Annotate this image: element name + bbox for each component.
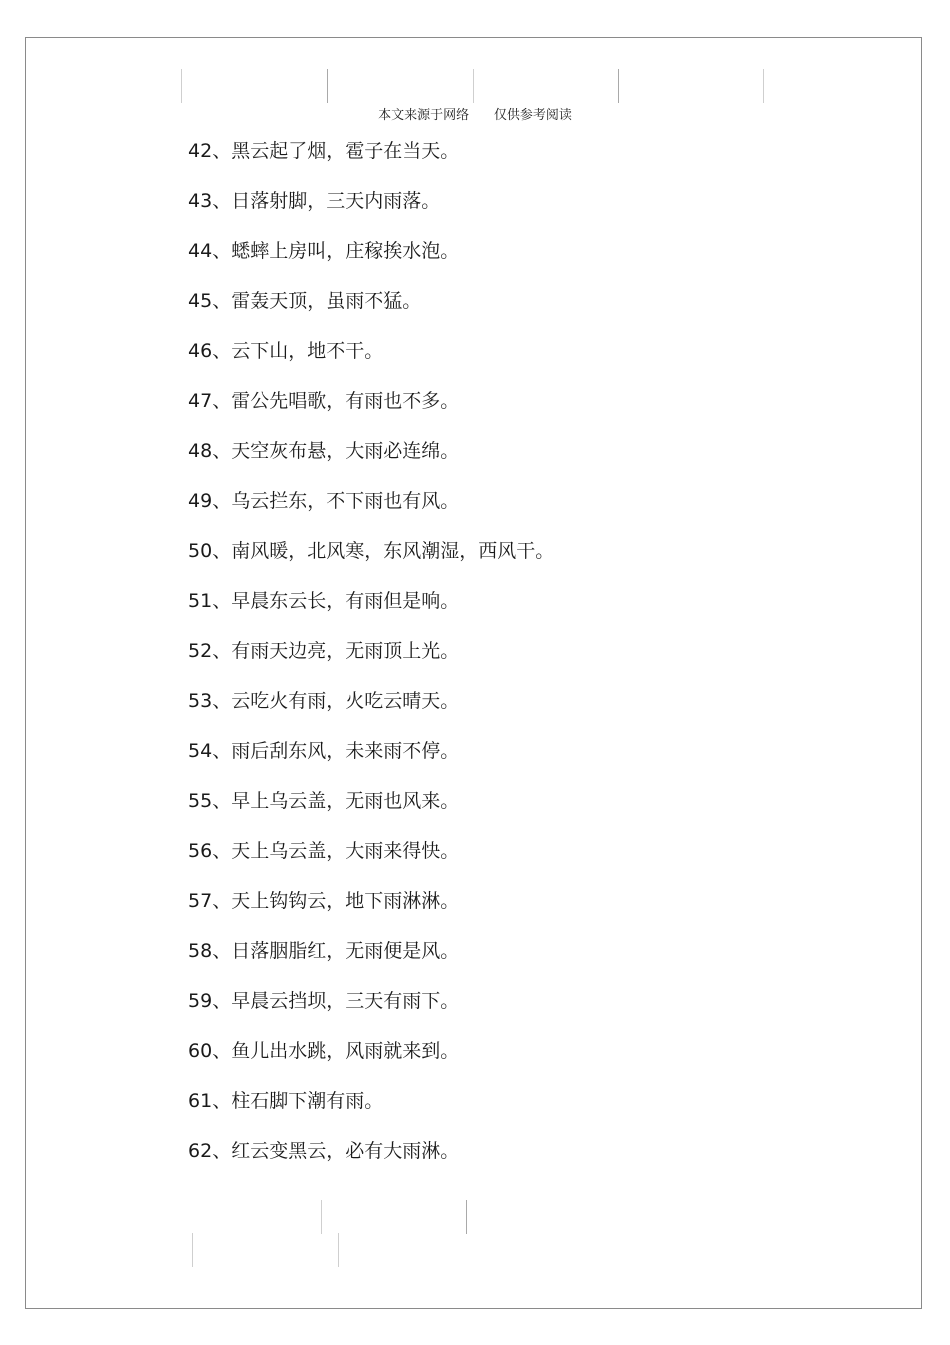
proverb-item — [188, 388, 554, 438]
proverb-item — [188, 238, 554, 288]
proverb-text: 雷轰天顶，虽雨不猛。 — [231, 290, 422, 312]
proverb-item — [188, 288, 554, 338]
proverb-item — [188, 588, 554, 638]
proverb-item — [188, 838, 554, 888]
proverb-text: 日落射脚，三天内雨落。 — [231, 190, 441, 212]
proverb-item — [188, 488, 554, 538]
proverb-number: 53 — [188, 690, 213, 712]
footer-rule-2 — [466, 1200, 467, 1234]
proverb-text: 云下山，地不干。 — [231, 340, 384, 362]
proverb-text: 雨后刮东风，未来雨不停。 — [231, 740, 460, 762]
number-separator: 、 — [212, 990, 232, 1012]
proverb-item — [188, 788, 554, 838]
proverb-text: 早晨云挡坝，三天有雨下。 — [231, 990, 460, 1012]
number-separator: 、 — [212, 490, 232, 512]
proverb-number: 59 — [188, 990, 213, 1012]
proverb-number: 58 — [188, 940, 213, 962]
number-separator: 、 — [212, 340, 232, 362]
proverb-text: 柱石脚下潮有雨。 — [231, 1090, 384, 1112]
proverb-number: 54 — [188, 740, 213, 762]
proverb-text: 蟋蟀上房叫，庄稼挨水泡。 — [231, 240, 460, 262]
proverb-item — [188, 638, 554, 688]
number-separator: 、 — [212, 890, 232, 912]
header-rule-1 — [181, 69, 182, 103]
proverb-item — [188, 438, 554, 488]
footer-rule-1 — [321, 1200, 322, 1234]
proverb-text: 雷公先唱歌，有雨也不多。 — [231, 390, 460, 412]
proverb-text: 日落胭脂红，无雨便是风。 — [231, 940, 460, 962]
proverb-text: 早上乌云盖，无雨也风来。 — [231, 790, 460, 812]
footer-rule-3 — [192, 1233, 193, 1267]
proverb-text: 乌云拦东，不下雨也有风。 — [231, 490, 460, 512]
number-separator: 、 — [212, 740, 232, 762]
proverb-number: 50 — [188, 540, 213, 562]
proverb-item — [188, 938, 554, 988]
number-separator: 、 — [212, 1040, 232, 1062]
proverb-number: 60 — [188, 1040, 213, 1062]
proverb-number: 46 — [188, 340, 213, 362]
footer-rule-4 — [338, 1233, 339, 1267]
header-rule-3 — [473, 69, 474, 103]
proverb-text: 红云变黑云，必有大雨淋。 — [231, 1140, 460, 1162]
proverb-number: 43 — [188, 190, 213, 212]
proverb-text: 天上乌云盖，大雨来得快。 — [231, 840, 460, 862]
proverb-number: 56 — [188, 840, 213, 862]
proverb-text: 天上钩钩云，地下雨淋淋。 — [231, 890, 460, 912]
number-separator: 、 — [212, 940, 232, 962]
proverb-number: 55 — [188, 790, 213, 812]
proverb-list — [188, 138, 554, 1188]
proverb-number: 48 — [188, 440, 213, 462]
number-separator: 、 — [212, 690, 232, 712]
header-rule-5 — [763, 69, 764, 103]
number-separator: 、 — [212, 1090, 232, 1112]
proverb-text: 黑云起了烟，雹子在当天。 — [231, 140, 460, 162]
proverb-item — [188, 138, 554, 188]
proverb-text: 鱼儿出水跳，风雨就来到。 — [231, 1040, 460, 1062]
proverb-item — [188, 538, 554, 588]
proverb-item — [188, 1088, 554, 1138]
proverb-text: 南风暖，北风寒，东风潮湿，西风干。 — [231, 540, 555, 562]
proverb-number: 45 — [188, 290, 213, 312]
proverb-item — [188, 688, 554, 738]
proverb-number: 44 — [188, 240, 213, 262]
proverb-text: 早晨东云长，有雨但是响。 — [231, 590, 460, 612]
proverb-item — [188, 188, 554, 238]
number-separator: 、 — [212, 1140, 232, 1162]
proverb-text: 有雨天边亮，无雨顶上光。 — [231, 640, 460, 662]
number-separator: 、 — [212, 590, 232, 612]
proverb-item — [188, 338, 554, 388]
proverb-item — [188, 738, 554, 788]
proverb-text: 天空灰布悬，大雨必连绵。 — [231, 440, 460, 462]
proverb-number: 61 — [188, 1090, 213, 1112]
number-separator: 、 — [212, 290, 232, 312]
number-separator: 、 — [212, 790, 232, 812]
proverb-number: 52 — [188, 640, 213, 662]
proverb-text: 云吃火有雨，火吃云晴天。 — [231, 690, 460, 712]
number-separator: 、 — [212, 640, 232, 662]
proverb-number: 49 — [188, 490, 213, 512]
proverb-number: 42 — [188, 140, 213, 162]
proverb-number: 57 — [188, 890, 213, 912]
proverb-item — [188, 988, 554, 1038]
proverb-number: 62 — [188, 1140, 213, 1162]
number-separator: 、 — [212, 540, 232, 562]
number-separator: 、 — [212, 840, 232, 862]
header-rule-2 — [327, 69, 328, 103]
number-separator: 、 — [212, 240, 232, 262]
proverb-item — [188, 888, 554, 938]
number-separator: 、 — [212, 190, 232, 212]
number-separator: 、 — [212, 440, 232, 462]
proverb-item — [188, 1138, 554, 1188]
number-separator: 、 — [212, 140, 232, 162]
header-rule-4 — [618, 69, 619, 103]
proverb-number: 47 — [188, 390, 213, 412]
proverb-item — [188, 1038, 554, 1088]
proverb-number: 51 — [188, 590, 213, 612]
header-note: 本文来源于网络 仅供参考阅读 — [378, 108, 572, 123]
number-separator: 、 — [212, 390, 232, 412]
